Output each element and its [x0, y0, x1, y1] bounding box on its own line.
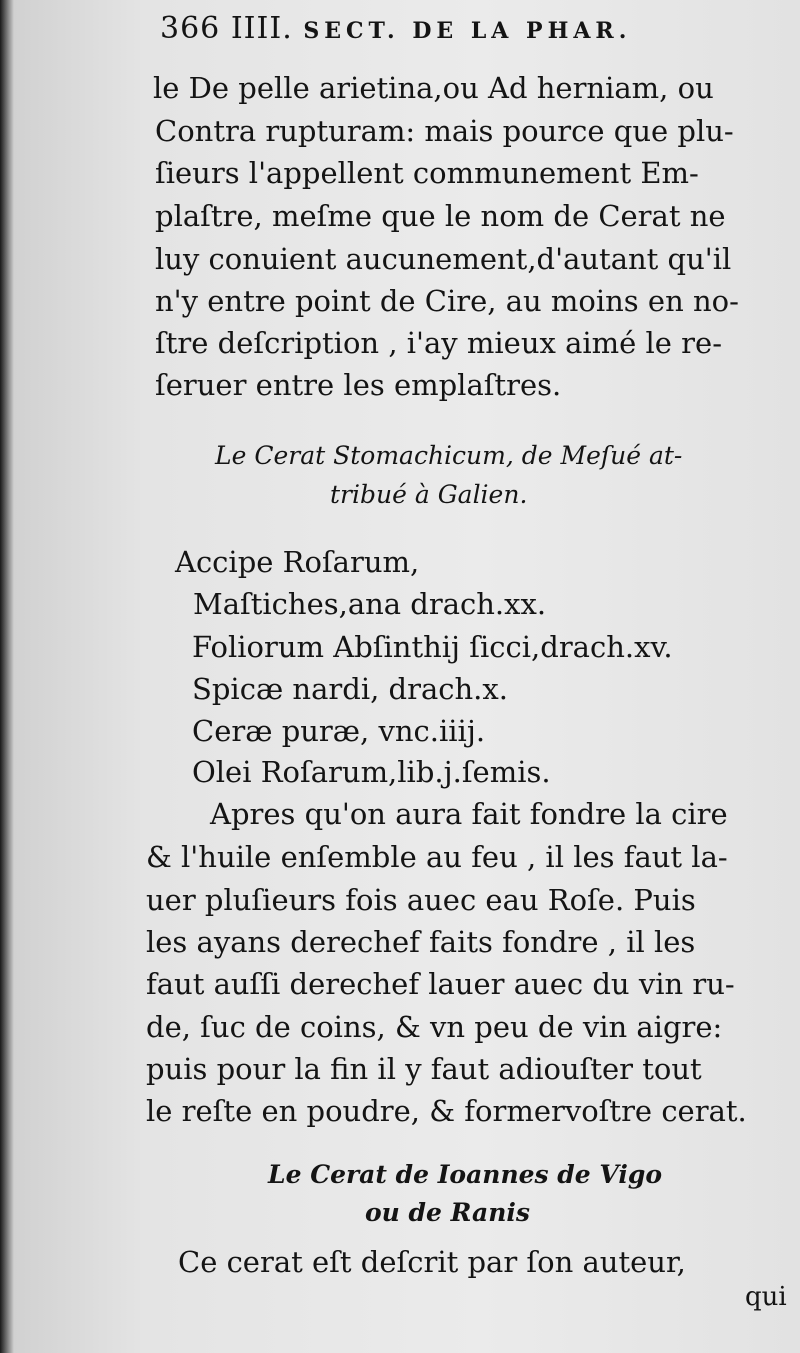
ingredient-line: Maſtiches,ana drach.xx.: [193, 587, 547, 621]
ingredient-line: Olei Roſarum,lib.j.ſemis.: [192, 755, 551, 789]
catchword: qui: [745, 1282, 787, 1312]
text-line: luy conuient aucunement,d'autant qu'il: [155, 242, 732, 276]
text-line: n'y entre point de Cire, au moins en no-: [155, 284, 739, 318]
recipe-title: Le Cerat Stomachicum, de Meſué at-: [215, 441, 683, 470]
text-line: ſeruer entre les emplaſtres.: [155, 368, 562, 402]
text-line: faut auſſi derechef lauer auec du vin ru-: [146, 967, 735, 1001]
text-line: Ce cerat eſt deſcrit par ſon auteur,: [178, 1245, 686, 1279]
recipe-title: Le Cerat de Ioannes de Vigo: [268, 1160, 663, 1189]
text-line: puis pour la fin il y faut adiouſter tout: [146, 1052, 702, 1086]
text-line: ſieurs l'appellent communement Em-: [155, 156, 699, 190]
section-number: IIII.: [230, 11, 293, 46]
text-line: de, ſuc de coins, & vn peu de vin aigre:: [146, 1010, 723, 1044]
ingredient-line: Ceræ puræ, vnc.iiij.: [192, 714, 486, 748]
running-title: SECT. DE LA PHAR.: [303, 18, 632, 44]
text-line: ſtre deſcription , i'ay mieux aimé le re-: [155, 326, 723, 360]
ingredient-line: Foliorum Abſinthij ſicci,drach.xv.: [192, 630, 673, 664]
ingredient-line: Accipe Roſarum,: [175, 545, 420, 579]
recipe-title: ou de Ranis: [365, 1198, 530, 1227]
recipe-title: tribué à Galien.: [330, 480, 528, 509]
running-header: [160, 11, 632, 46]
text-line: uer pluſieurs fois auec eau Roſe. Puis: [146, 883, 696, 917]
text-line: le reſte en poudre, & formervoſtre cerat.: [146, 1094, 747, 1128]
text-line: les ayans derechef faits fondre , il les: [146, 925, 696, 959]
text-line: plaſtre, meſme que le nom de Cerat ne: [155, 199, 726, 233]
text-line: le De pelle arietina,ou Ad herniam, ou: [153, 71, 714, 105]
ingredient-line: Spicæ nardi, drach.x.: [192, 672, 508, 706]
text-line: Apres qu'on aura fait fondre la cire: [210, 797, 728, 831]
text-line: & l'huile enſemble au feu , il les faut la-: [146, 840, 728, 874]
page-number: 366: [160, 11, 221, 46]
text-line: Contra rupturam: mais pource que plu-: [155, 114, 734, 148]
